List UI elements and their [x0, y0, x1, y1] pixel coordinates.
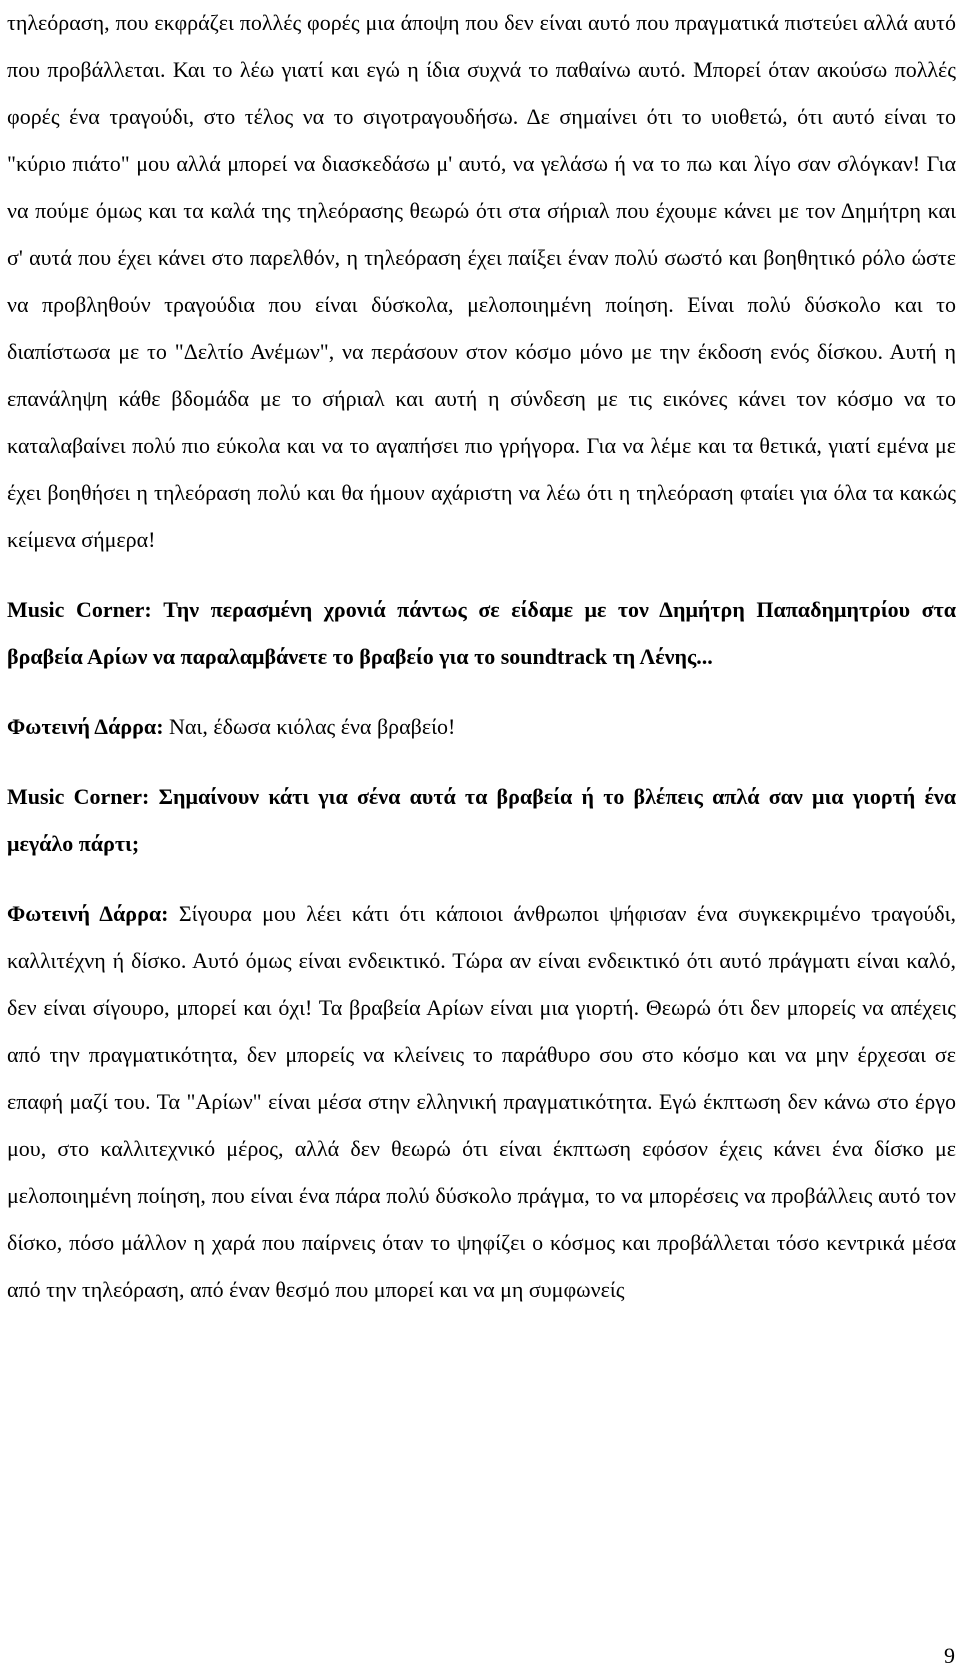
document-page: [7, 0, 956, 1313]
speaker-label: Φωτεινή Δάρρα:: [7, 901, 169, 926]
answer-text: Ναι, έδωσα κιόλας ένα βραβείο!: [163, 714, 456, 739]
interview-answer-2: [7, 890, 956, 1313]
speaker-label: Φωτεινή Δάρρα:: [7, 714, 164, 739]
interview-answer-1: [7, 703, 956, 750]
answer-text: Σίγουρα μου λέει κάτι ότι κάποιοι άνθρωποι ψήφισαν ένα συγκεκριμένο τραγούδι, καλλιτέχνη ή δίσκο. Αυτό όμως είναι ενδεικτικό. Τώρα αν είναι ενδεικτικό ότι αυτό πράγματι είναι καλό, δεν είναι σίγουρο, μπορεί και όχι! Τα βραβεία Αρίων είναι μια γιορτή. Θεωρώ ότι δεν μπορείς να απέχεις από την πραγματικότητα, δεν μπορείς να κλείνεις το παράθυρο σου στο κόσμο και να μην έρχεσαι σε επαφή μαζί του. Τα "Αρίων" είναι μέσα στην ελληνική πραγματικότητα. Εγώ έκπτωση δεν κάνω στο έργο μου, στο καλλιτεχνικό μέρος, αλλά δεν θεωρώ ότι είναι έκπτωση εφόσον έχεις κάνει ένα δίσκο με μελοποιημένη ποίηση, που είναι ένα πάρα πολύ δύσκολο πράγμα, το να μπορέσεις να προβάλλεις αυτό τον δίσκο, πόσο μάλλον η χαρά που παίρνεις όταν το ψηφίζει ο κόσμος και προβάλλεται τόσο κεντρικά μέσα από την τηλεόραση, από έναν θεσμό που μπορεί και να μη συμφωνείς: [7, 901, 957, 1302]
intro-paragraph: τηλεόραση, που εκφράζει πολλές φορές μια άποψη που δεν είναι αυτό που πραγματικά πιστεύει αλλά αυτό που προβάλλεται. Και το λέω γιατί και εγώ η ίδια συχνά το παθαίνω αυτό. Μπορεί όταν ακούσω πολλές φορές ένα τραγούδι, στο τέλος να το σιγοτραγουδήσω. Δε σημαίνει ότι το υιοθετώ, ότι αυτό είναι το "κύριο πιάτο" μου αλλά μπορεί να διασκεδάσω μ' αυτό, να γελάσω ή να το πω και λίγο σαν σλόγκαν! Για να πούμε όμως και τα καλά της τηλεόρασης θεωρώ ότι στα σήριαλ που έχουμε κάνει με τον Δημήτρη και σ' αυτά που έχει κάνει στο παρελθόν, η τηλεόραση έχει παίξει έναν πολύ σωστό και βοηθητικό ρόλο ώστε να προβληθούν τραγούδια που είναι δύσκολα, μελοποιημένη ποίηση. Είναι πολύ δύσκολο και το διαπίστωσα με το "Δελτίο Ανέμων", να περάσουν στον κόσμο μόνο με την έκδοση ενός δίσκου. Αυτή η επανάληψη κάθε βδομάδα με το σήριαλ και αυτή η σύνδεση με τις εικόνες κάνει τον κόσμο να το καταλαβαίνει πολύ πιο εύκολα και να το αγαπήσει πιο γρήγορα. Για να λέμε και τα θετικά, γιατί εμένα με έχει βοηθήσει η τηλεόραση πολύ και θα ήμουν αχάριστη να λέω ότι η τηλεόραση φταίει για όλα τα κακώς κείμενα σήμερα!: [7, 10, 956, 552]
page-number: 9: [944, 1643, 955, 1668]
interview-question-2: Music Corner: Σημαίνουν κάτι για σένα αυτά τα βραβεία ή το βλέπεις απλά σαν μια γιορτή ένα μεγάλο πάρτι;: [7, 784, 956, 856]
interview-question-1: Music Corner: Την περασμένη χρονιά πάντως σε είδαμε με τον Δημήτρη Παπαδημητρίου στα βραβεία Αρίων να παραλαμβάνετε το βραβείο για το soundtrack τη Λένης...: [7, 597, 956, 669]
